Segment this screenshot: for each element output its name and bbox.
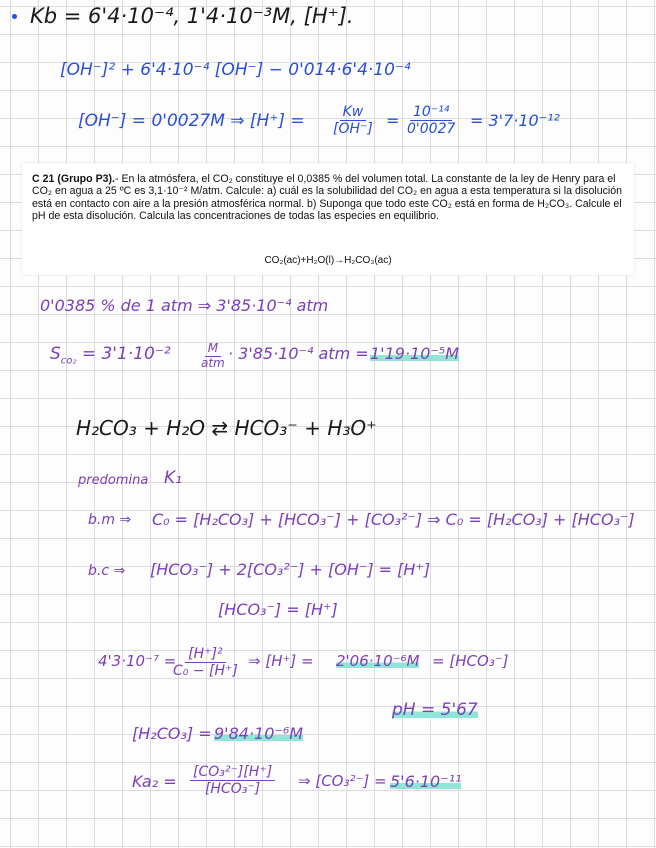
ka1-numerator: [H⁺]² [185,646,225,663]
numeric-fraction [404,104,458,137]
oh-result-line: [OH⁻] = 0'0027M ⇒ [H⁺] = [78,111,305,131]
predomina-label: predomina [78,473,149,488]
quadratic-line: [OH⁻]² + 6'4·10⁻⁴ [OH⁻] − 0'014·6'4·10⁻⁴ [60,60,411,80]
ka1-denominator: C₀ − [H⁺] [173,663,238,680]
unit-denominator: atm [201,355,225,370]
ka1-prefix: 4'3·10⁻⁷ = [98,652,177,670]
ka2-denominator: [HCO₃⁻] [204,781,261,798]
kw-label: Kw [340,104,367,121]
k1-label: K₁ [164,468,182,488]
co3-value: 5'6·10⁻¹¹ [390,772,462,791]
h2co3-label: [H₂CO₃] = [132,724,212,743]
solubility-symbol: S [50,344,61,364]
h-arrow: ⇒ [H⁺] = [248,652,314,670]
kb-line: Kb = 6'4·10⁻⁴, 1'4·10⁻³M, [H⁺]. [30,4,354,28]
equals-hco3: = [HCO₃⁻] [432,652,509,670]
dissociation-reaction: H₂CO₃ + H₂O ⇄ HCO₃⁻ + H₃O⁺ [76,416,377,440]
charge-balance-label: b.c ⇒ [88,563,126,579]
problem-statement-card [22,163,634,275]
ka2-label: Ka₂ = [132,772,177,791]
ka2-fraction [190,764,275,797]
mass-balance-label: b.m ⇒ [88,512,132,528]
problem-text [32,173,626,223]
kw-over-oh-fraction [330,104,376,137]
solubility-subscript: co₂ [60,355,77,367]
henry-constant: = 3'1·10⁻² [81,344,171,364]
h-result: = 3'7·10⁻¹² [470,111,560,130]
pressure-product: · 3'85·10⁻⁴ atm = [228,344,369,363]
h2co3-value: 9'84·10⁻⁶M [214,724,304,743]
equals-sign: = [386,111,400,130]
atm-conversion-line: 0'0385 % de 1 atm ⇒ 3'85·10⁻⁴ atm [40,296,329,315]
reaction-equation: CO₂(ac)+H₂O(l)→H₂CO₃(ac) [264,255,392,266]
unit-numerator: M [205,342,221,357]
m-per-atm-unit [198,342,228,371]
mass-balance-equation: C₀ = [H₂CO₃] + [HCO₃⁻] + [CO₃²⁻] ⇒ C₀ = [H₂CO₃] + [HCO₃⁻] [152,510,635,529]
ph-result: pH = 5'67 [392,700,478,720]
problem-code: C 21 (Grupo P3). [32,173,115,185]
co3-arrow: ⇒ [CO₃²⁻] = [298,772,387,790]
ka1-fraction [170,646,241,679]
bullet-dot [12,14,17,19]
problem-body: - En la atmósfera, el CO₂ constituye el 0,0385 % del volumen total. La constante de la ley de Henry para el CO₂ en agua a 25 ºC es 3,1·10⁻² M/atm. Calcule: a) cuál es la solubilidad del CO₂ en agua a esta temperatura si la disolución está en contacto con aire a la presión atmosférica normal. b) Suponga que todo este CO₂ está en forma de H₂CO₃. Calcule el pH de esta disolución. Calcula las concentraciones de todas las especies en equilibrio. [32,173,623,223]
fraction-denominator: 0'0027 [407,121,456,138]
solubility-line [50,344,171,366]
solubility-result: 1'19·10⁻⁵M [370,344,460,363]
charge-balance-simplified: [HCO₃⁻] = [H⁺] [218,600,338,619]
h-concentration-result: 2'06·10⁻⁶M [336,652,420,670]
fraction-numerator: 10⁻¹⁴ [410,104,452,121]
oh-label: [OH⁻] [333,121,373,138]
ka2-numerator: [CO₃²⁻][H⁺] [190,764,275,781]
charge-balance-equation: [HCO₃⁻] + 2[CO₃²⁻] + [OH⁻] = [H⁺] [150,560,431,579]
